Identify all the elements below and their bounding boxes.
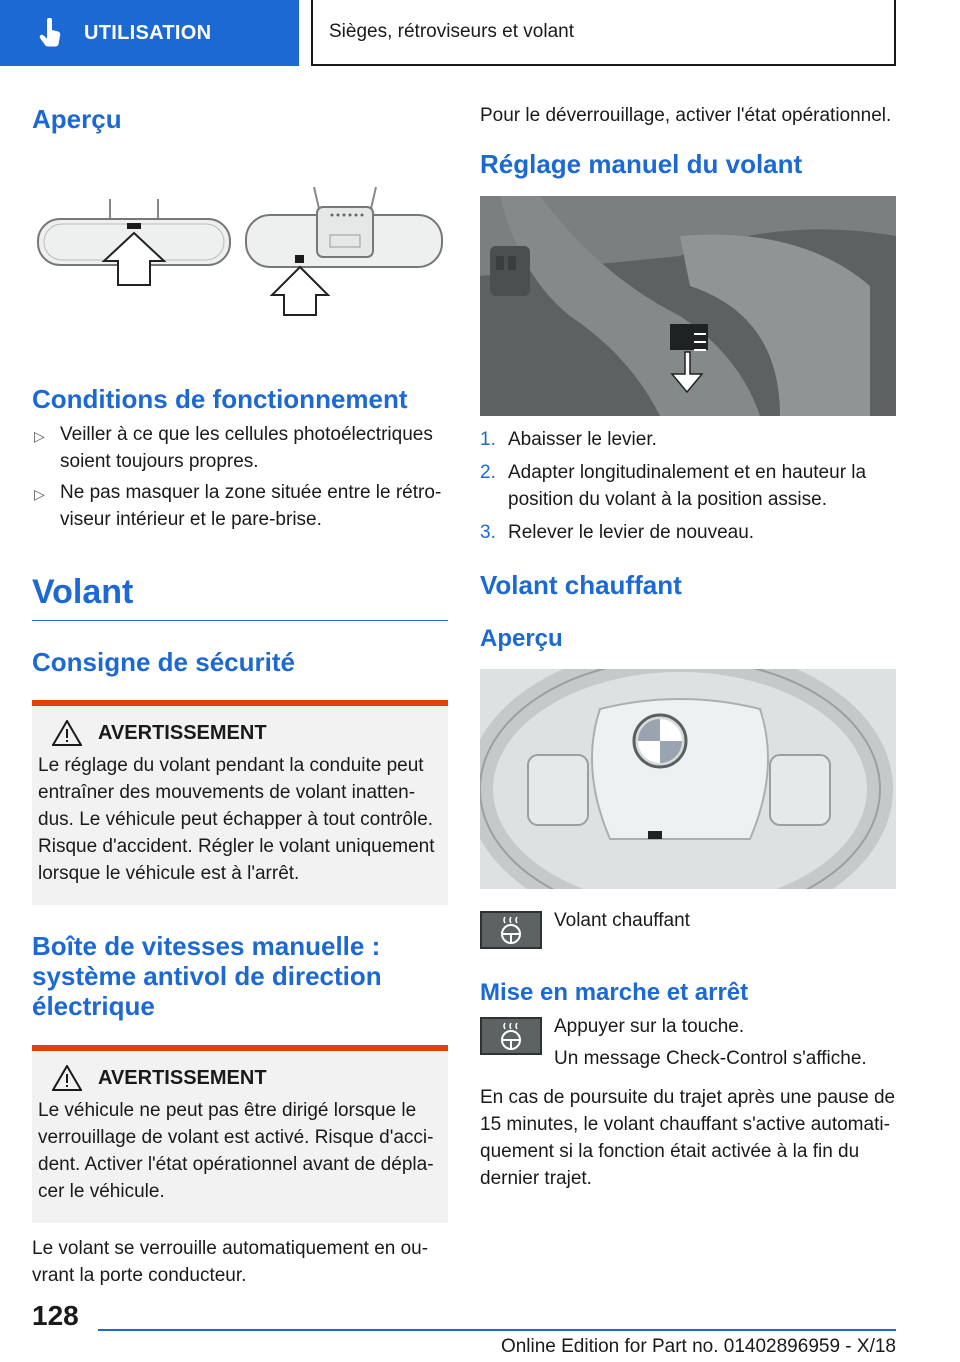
message-text: Un message Check-Control s'affiche. — [554, 1048, 867, 1069]
warning-triangle-icon — [52, 1065, 82, 1091]
warning-triangle-icon — [52, 720, 82, 746]
triangle-bullet-icon: ▷ — [34, 428, 45, 444]
warning-box-1 — [32, 700, 448, 905]
button-caption: Volant chauffant — [554, 910, 690, 931]
conditions-heading: Conditions de fonctionnement — [32, 384, 408, 414]
boite-heading: Boîte de vitesses manuelle : système antivol de direction électrique — [32, 931, 382, 1021]
steering-wheel-photo — [480, 669, 896, 889]
reglage-heading: Réglage manuel du volant — [480, 149, 803, 179]
volant-heading: Volant — [32, 573, 134, 611]
page-title — [311, 0, 896, 66]
press-text: Appuyer sur la touche. — [554, 1016, 745, 1037]
consigne-heading: Consigne de sécurité — [32, 647, 295, 677]
page-number: 128 — [32, 1300, 79, 1331]
mirror-illustration — [32, 187, 448, 327]
marche-row — [480, 1017, 896, 1072]
closing-paragraph: Le volant se verrouille automatiquement en ouvrant la porte conducteur. — [32, 1238, 429, 1286]
marche-heading: Mise en marche et arrêt — [480, 979, 749, 1006]
chauffant-heading: Volant chauffant — [480, 570, 682, 600]
warning-box-2 — [32, 1045, 448, 1223]
warning-text: Le réglage du volant pendant la conduite peut entraîner des mouvements de volant inattendus. Le véhicule peut échapper à tout contrôle. Risque d'accident. Régler le volant uniquement lorsque le véhicule est à l'arrêt. — [38, 755, 435, 884]
heated-steering-wheel-button[interactable] — [480, 911, 542, 949]
heated-steering-wheel-icon — [496, 915, 526, 945]
footer-rule — [98, 1329, 896, 1331]
steps-list — [480, 426, 896, 546]
heated-steering-wheel-icon — [496, 1021, 526, 1051]
heated-wheel-row — [480, 911, 896, 949]
edition-text: Online Edition for Part no. 01402896959 - X/18 — [500, 1336, 896, 1357]
apercu-heading: Aperçu — [32, 104, 122, 134]
list-item: 3. Relever le levier de nouveau. — [480, 522, 755, 543]
heated-steering-wheel-button[interactable] — [480, 1017, 542, 1055]
intro-paragraph: Pour le déverrouillage, activer l'état opérationnel. — [480, 105, 892, 126]
conditions-list — [32, 421, 448, 533]
section-label: UTILISATION — [84, 21, 212, 44]
apercu-subheading: Aperçu — [480, 625, 563, 652]
hand-pointer-icon — [36, 18, 66, 48]
warning-text: Le véhicule ne peut pas être dirigé lorsque le verrouillage de volant est activé. Risque d'accident. Activer l'état opérationnel avant de déplacer le véhicule. — [38, 1100, 434, 1202]
final-paragraph: En cas de poursuite du trajet après une pause de 15 minutes, le volant chauffant s'active automatiquement si la fonction était activée à la fin du dernier trajet. — [480, 1087, 896, 1189]
left-column — [32, 96, 448, 1289]
triangle-bullet-icon: ▷ — [34, 486, 45, 502]
list-item: 1. Abaisser le levier. — [480, 429, 657, 450]
list-item: ▷ Ne pas masquer la zone située entre le rétroviseur intérieur et le pare-brise. — [34, 482, 442, 530]
warning-title: AVERTISSEMENT — [98, 721, 267, 744]
steering-lever-photo — [480, 196, 896, 416]
list-item: 2. Adapter longitudinalement et en hauteur la position du volant à la position assise. — [480, 462, 867, 510]
warning-title: AVERTISSEMENT — [98, 1066, 267, 1089]
right-column — [480, 96, 896, 1192]
section-tab[interactable] — [0, 0, 299, 66]
page-title-text: Sièges, rétroviseurs et volant — [329, 21, 575, 42]
list-item: ▷ Veiller à ce que les cellules photoélectriques soient toujours propres. — [34, 424, 433, 472]
section-divider — [32, 620, 448, 621]
